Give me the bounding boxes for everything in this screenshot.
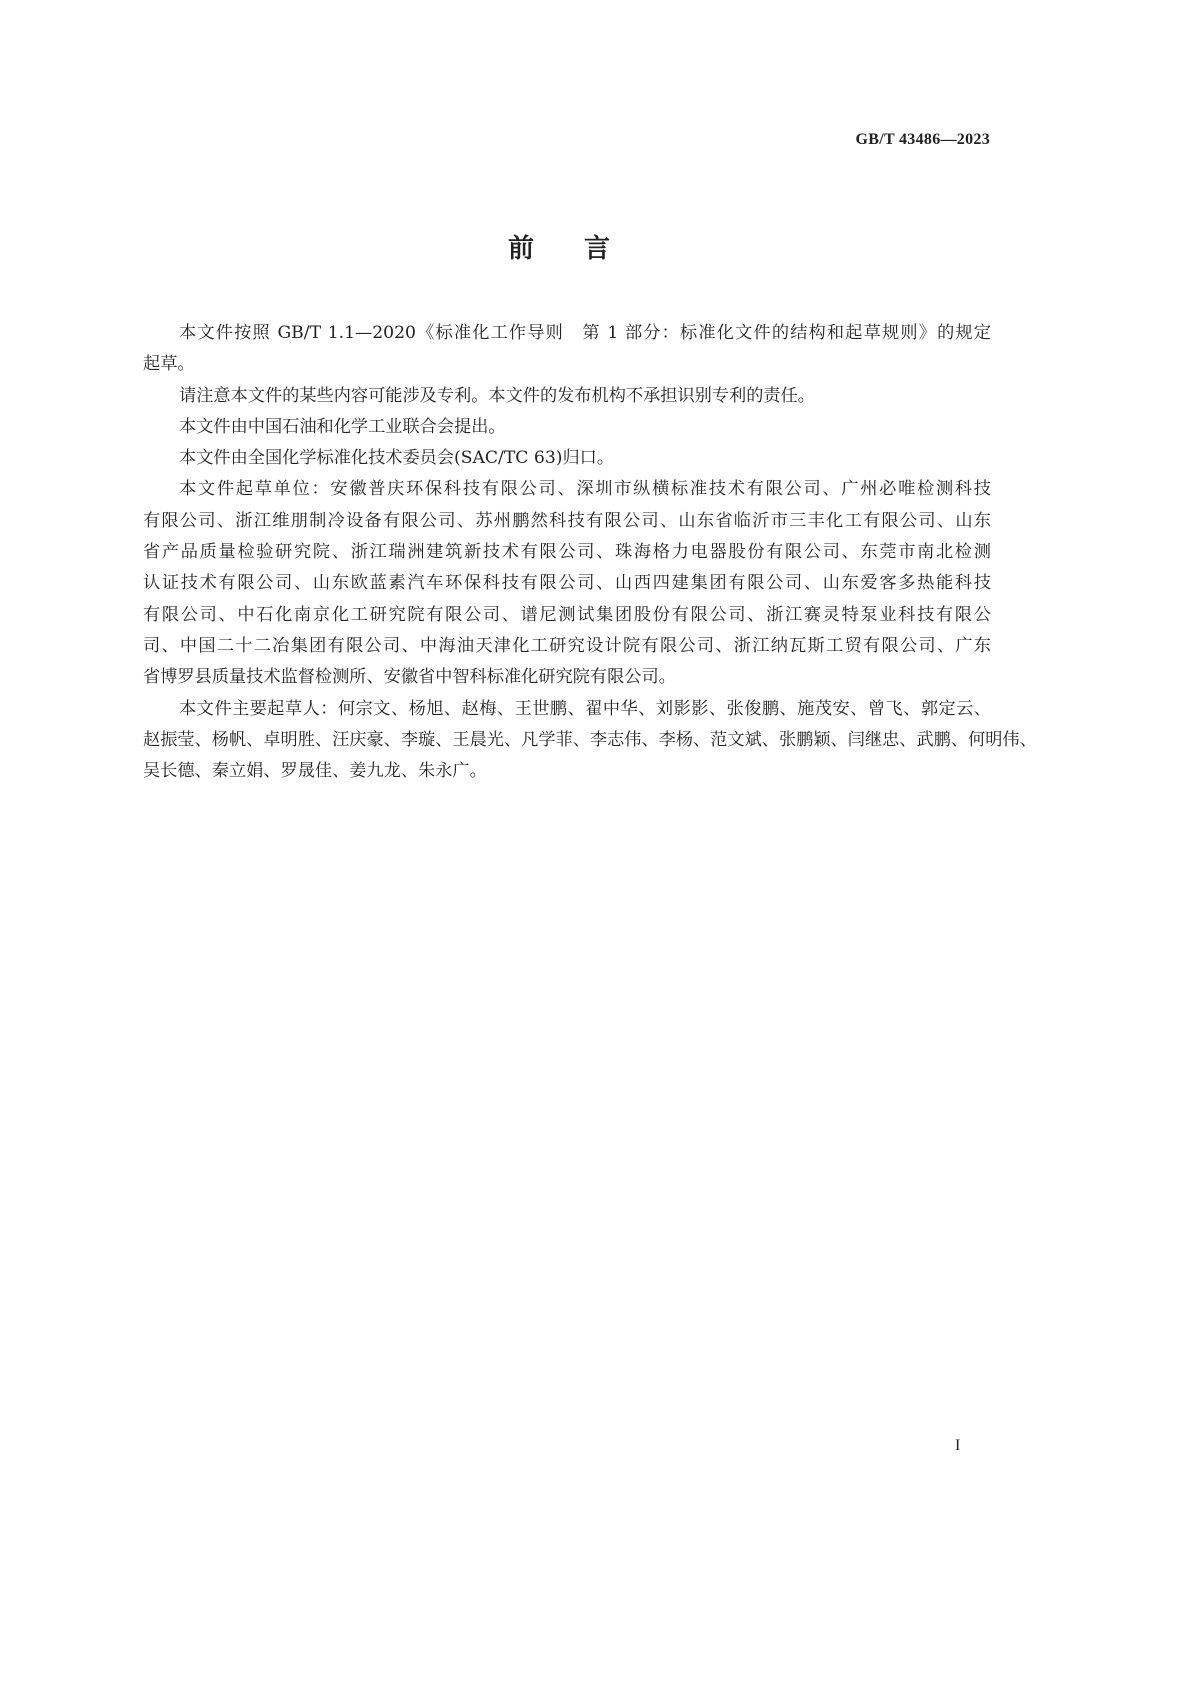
text-line: 起草。: [143, 354, 195, 375]
text-line: 本文件主要起草人：何宗文、杨旭、赵梅、王世鹏、翟中华、刘影影、张俊鹏、施茂安、曾飞、郭定云、: [179, 698, 991, 719]
paragraph: [143, 381, 991, 412]
text-line: 有限公司、中石化南京化工研究院有限公司、谱尼测试集团股份有限公司、浙江赛灵特泵业科技有限公: [143, 604, 991, 625]
paragraph: [143, 443, 991, 474]
paragraph: [143, 474, 991, 693]
page-number: I: [955, 1437, 961, 1454]
text-line: 省博罗县质量技术监督检测所、安徽省中智科标准化研究院有限公司。: [143, 667, 676, 688]
page-title: [0, 228, 1120, 265]
standard-number: GB/T 43486—2023: [855, 131, 990, 148]
text-line: 本文件起草单位：安徽普庆环保科技有限公司、深圳市纵横标准技术有限公司、广州必唯检测科技: [179, 479, 991, 500]
text-line: 请注意本文件的某些内容可能涉及专利。本文件的发布机构不承担识别专利的责任。: [179, 385, 815, 406]
text-line: 赵振莹、杨帆、卓明胜、汪庆豪、李璇、王晨光、凡学菲、李志伟、李杨、范文斌、张鹏颖、闫继忠、武鹏、何明伟、: [143, 729, 1037, 750]
paragraph: [143, 318, 991, 381]
text-line: 吴长德、秦立娟、罗晟佳、姜九龙、朱永广。: [143, 761, 487, 782]
text-line: 本文件按照 GB/T 1.1—2020《标准化工作导则 第 1 部分：标准化文件的结构和起草规则》的规定: [179, 323, 991, 343]
paragraph: [143, 412, 991, 443]
title-part: 言: [584, 234, 613, 264]
text-line: 有限公司、浙江维朋制冷设备有限公司、苏州鹏然科技有限公司、山东省临沂市三丰化工有限公司、山东: [143, 510, 991, 531]
paragraph: [143, 694, 1037, 788]
title-part: 前: [507, 234, 536, 264]
document-body: [143, 318, 1037, 787]
text-line: 司、中国二十二冶集团有限公司、中海油天津化工研究设计院有限公司、浙江纳瓦斯工贸有限公司、广东: [143, 635, 991, 656]
text-line: 省产品质量检验研究院、浙江瑞洲建筑新技术有限公司、珠海格力电器股份有限公司、东莞市南北检测: [143, 542, 991, 563]
text-line: 认证技术有限公司、山东欧蓝素汽车环保科技有限公司、山西四建集团有限公司、山东爱客多热能科技: [143, 573, 991, 594]
text-line: 本文件由全国化学标准化技术委员会(SAC/TC 63)归口。: [179, 448, 615, 469]
text-line: 本文件由中国石油和化学工业联合会提出。: [179, 416, 506, 437]
